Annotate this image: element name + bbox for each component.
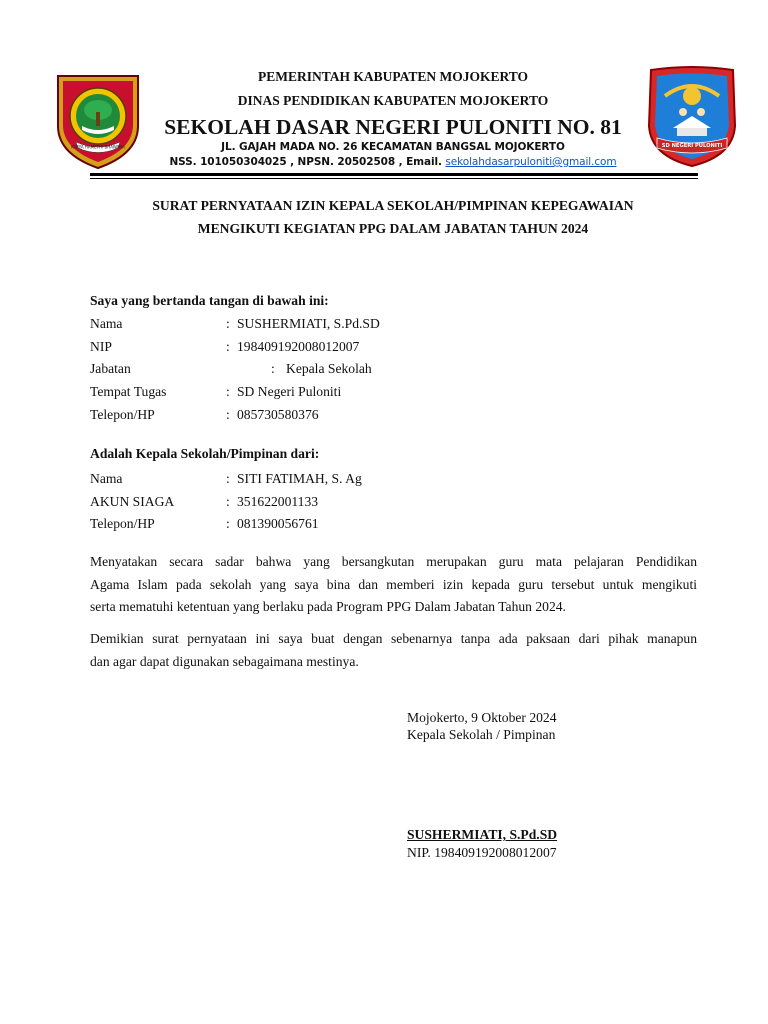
signer-heading: Saya yang bertanda tangan di bawah ini: bbox=[90, 293, 329, 308]
field-label: Nama bbox=[90, 471, 123, 486]
letterhead-government: PEMERINTAH KABUPATEN MOJOKERTO bbox=[257, 69, 529, 84]
field-colon: : bbox=[226, 494, 230, 509]
closing-paragraph bbox=[90, 628, 697, 673]
field-colon: : bbox=[226, 339, 230, 354]
field-label: Telepon/HP bbox=[90, 516, 155, 531]
field-colon: : bbox=[226, 516, 230, 531]
paragraph-line: serta mematuhi ketentuan yang berlaku pada Program PPG Dalam Jabatan Tahun 2024. bbox=[90, 599, 566, 614]
letterhead-ids bbox=[140, 156, 646, 168]
field-label: Telepon/HP bbox=[90, 407, 155, 422]
field-label: Nama bbox=[90, 316, 123, 331]
letter-title-line1: SURAT PERNYATAAN IZIN KEPALA SEKOLAH/PIMPINAN KEPEGAWAIAN bbox=[152, 198, 634, 213]
letter-title-line2: MENGIKUTI KEGIATAN PPG DALAM JABATAN TAHUN 2024 bbox=[197, 221, 589, 236]
paragraph-line: Demikian surat pernyataan ini saya buat dengan sebenarnya tanpa ada paksaan dari pihak manapun bbox=[90, 631, 697, 646]
field-value: SITI FATIMAH, S. Ag bbox=[237, 471, 362, 486]
letterhead-address: JL. GAJAH MADA NO. 26 KECAMATAN BANGSAL MOJOKERTO bbox=[221, 141, 565, 153]
field-colon: : bbox=[226, 384, 230, 399]
field-label: NIP bbox=[90, 339, 112, 354]
field-value: SUSHERMIATI, S.Pd.SD bbox=[237, 316, 380, 331]
field-value: 198409192008012007 bbox=[237, 339, 360, 354]
statement-paragraph bbox=[90, 551, 697, 619]
letterhead-school-name: SEKOLAH DASAR NEGERI PULONITI NO. 81 bbox=[164, 115, 622, 139]
signature-name: SUSHERMIATI, S.Pd.SD bbox=[407, 827, 558, 842]
field-value: SD Negeri Puloniti bbox=[237, 384, 342, 399]
letterhead-divider bbox=[90, 173, 698, 176]
field-value: 085730580376 bbox=[237, 407, 319, 422]
signature-place-date: Mojokerto, 9 Oktober 2024 bbox=[407, 710, 557, 725]
field-colon: : bbox=[226, 316, 230, 331]
field-value: 081390056761 bbox=[237, 516, 319, 531]
mojokerto-regency-logo bbox=[52, 68, 144, 170]
right-logo-banner: SD NEGERI PULONITI bbox=[661, 143, 723, 149]
field-value: 351622001133 bbox=[237, 494, 319, 509]
signature-position: Kepala Sekolah / Pimpinan bbox=[407, 727, 556, 742]
left-logo-motto: KARYA HAMETHI BHAWANA bbox=[70, 144, 126, 150]
field-colon: : bbox=[226, 471, 230, 486]
field-colon: : bbox=[226, 407, 230, 422]
letterhead-divider-thin bbox=[90, 178, 698, 179]
email-link[interactable]: sekolahdasarpuloniti@gmail.com bbox=[445, 156, 617, 168]
paragraph-line: dan agar dapat digunakan sebagaimana mestinya. bbox=[90, 653, 359, 669]
signature-nip: NIP. 198409192008012007 bbox=[407, 845, 557, 860]
field-label: Jabatan bbox=[90, 361, 131, 376]
field-label: Tempat Tugas bbox=[90, 384, 167, 399]
paragraph-line: Menyatakan secara sadar bahwa yang bersangkutan merupakan guru mata pelajaran Pendidikan bbox=[90, 554, 697, 569]
field-value: Kepala Sekolah bbox=[286, 361, 372, 376]
sd-puloniti-logo bbox=[643, 66, 741, 168]
letterhead-ids-text: NSS. 101050304025 , NPSN. 20502508 , Email. bbox=[169, 156, 446, 168]
field-label: AKUN SIAGA bbox=[90, 494, 175, 509]
teacher-heading: Adalah Kepala Sekolah/Pimpinan dari: bbox=[90, 446, 320, 461]
field-colon: : bbox=[271, 361, 275, 376]
letterhead-department: DINAS PENDIDIKAN KABUPATEN MOJOKERTO bbox=[237, 93, 549, 108]
paragraph-line: Agama Islam pada sekolah yang saya bina dan memberi izin kepada guru tersebut untuk mengikuti bbox=[90, 576, 697, 592]
